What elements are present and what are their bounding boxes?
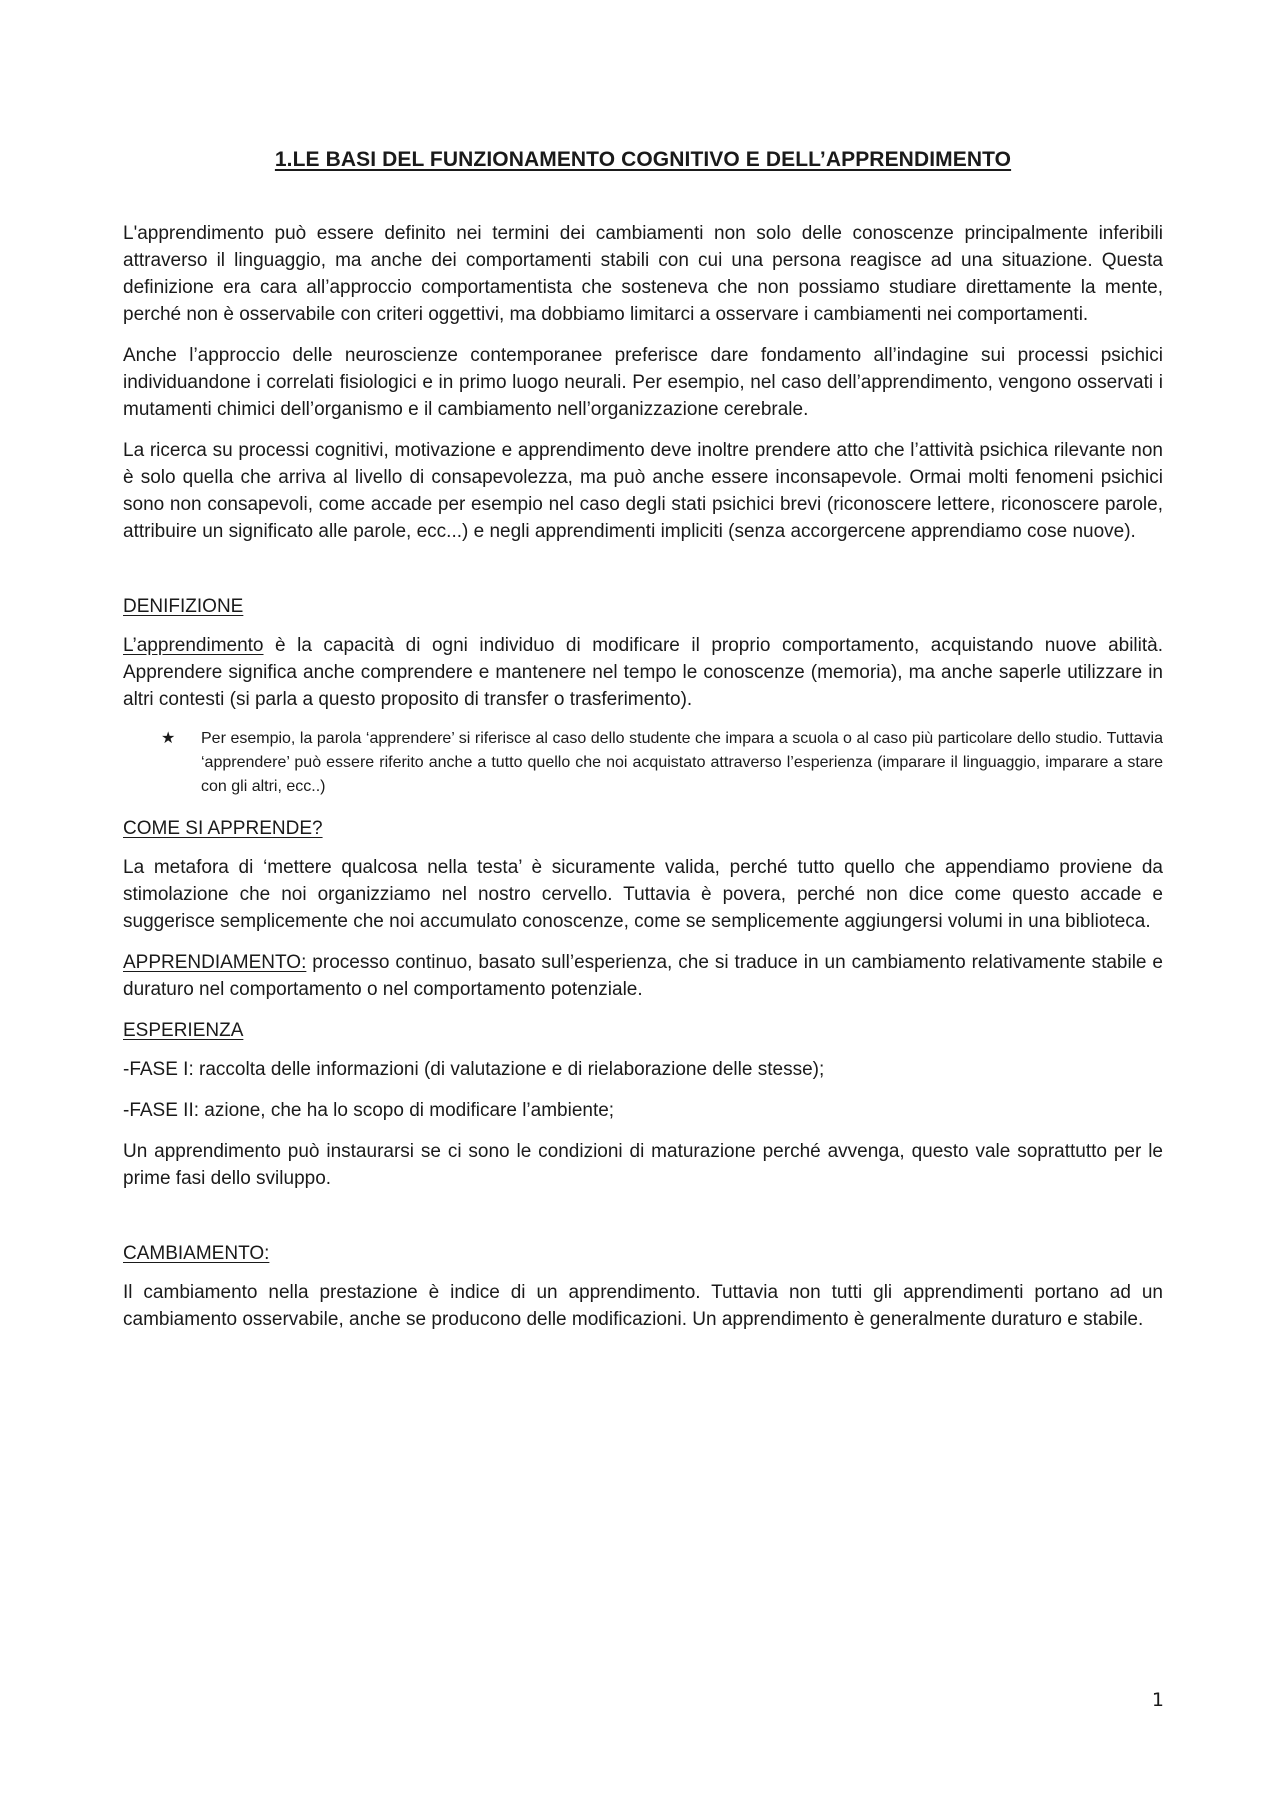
list-item [123,727,1163,799]
apprendimento-term: APPRENDIAMENTO: [123,952,307,973]
fase-2-paragraph: -FASE II: azione, che ha lo scopo di modificare l’ambiente; [123,1100,615,1121]
intro-paragraph-1: L'apprendimento può essere definito nei termini dei cambiamenti non solo delle conoscenze principalmente inferibili attraverso il linguaggio, ma anche dei comportamenti stabili con cui una persona reagisce ad una situazione. Questa definizione era cara all’approccio comportamentista che sosteneva che non possiamo studiare direttamente la mente, perché non è osservabile con criteri oggettivi, ma dobbiamo limitarci a osservare i cambiamenti nei comportamenti. [123,223,1163,325]
star-bullet-icon: ★ [161,730,176,747]
section-heading-definizione: DENIFIZIONE [123,596,244,617]
section-heading-come-si-apprende: COME SI APPRENDE? [123,818,323,839]
section-heading-esperienza: ESPERIENZA [123,1020,244,1041]
esperienza-paragraph: Un apprendimento può instaurarsi se ci sono le condizioni di maturazione perché avvenga, questo vale soprattutto per le prime fasi dello sviluppo. [123,1141,1163,1189]
example-bullet-list [123,727,1163,799]
page-number: 1 [1151,1689,1164,1711]
come-si-apprende-paragraph: La metafora di ‘mettere qualcosa nella testa’ è sicuramente valida, perché tutto quello che appendiamo proviene da stimolazione che noi organizziamo nel nostro cervello. Tuttavia è povera, perché non dice come questo accade e suggerisce semplicemente che noi accumulato conoscenze, come se semplicemente aggiungersi volumi in una biblioteca. [123,857,1163,932]
section-heading-cambiamento: CAMBIAMENTO: [123,1243,270,1264]
cambiamento-paragraph: Il cambiamento nella prestazione è indice di un apprendimento. Tuttavia non tutti gli apprendimenti portano ad un cambiamento osservabile, anche se producono delle modificazioni. Un apprendimento è generalmente duraturo e stabile. [123,1282,1163,1330]
fase-1-paragraph: -FASE I: raccolta delle informazioni (di valutazione e di rielaborazione delle stesse); [123,1059,825,1080]
example-bullet-text: Per esempio, la parola ‘apprendere’ si riferisce al caso dello studente che impara a scuola o al caso più particolare dello studio. Tuttavia ‘apprendere’ può essere riferito anche a tutto quello che noi acquistato attraverso l’esperienza (imparare il linguaggio, imparare a stare con gli altri, ecc..) [201,730,1163,795]
intro-paragraph-3: La ricerca su processi cognitivi, motivazione e apprendimento deve inoltre prendere atto che l’attività psichica rilevante non è solo quella che arriva al livello di consapevolezza, ma può anche essere inconsapevole. Ormai molti fenomeni psichici sono non consapevoli, come accade per esempio nel caso degli stati psichici brevi (riconoscere lettere, riconoscere parole, attribuire un significato alle parole, ecc...) e negli apprendimenti impliciti (senza accorgercene apprendiamo cose nuove). [123,440,1163,542]
definizione-term: L’apprendimento [123,635,264,656]
document-title: 1.LE BASI DEL FUNZIONAMENTO COGNITIVO E DELL’APPRENDIMENTO [274,148,1012,171]
definizione-paragraph [123,632,1163,713]
intro-paragraph-2: Anche l’approccio delle neuroscienze contemporanee preferisce dare fondamento all’indagine sui processi psichici individuandone i correlati fisiologici e in primo luogo neurali. Per esempio, nel caso dell’apprendimento, vengono osservati i mutamenti chimici dell’organismo e il cambiamento nell’organizzazione cerebrale. [123,345,1163,420]
apprendimento-definition-text: processo continuo, basato sull’esperienza, che si traduce in un cambiamento relativamente stabile e duraturo nel comportamento o nel comportamento potenziale. [123,952,1163,1000]
apprendimento-definition-paragraph [123,949,1163,1003]
document-content [123,148,1163,1347]
definizione-text: è la capacità di ogni individuo di modificare il proprio comportamento, acquistando nuove abilità. Apprendere significa anche comprendere e mantenere nel tempo le conoscenze (memoria), ma anche saperle utilizzare in altri contesti (si parla a questo proposito di transfer o trasferimento). [123,635,1163,710]
